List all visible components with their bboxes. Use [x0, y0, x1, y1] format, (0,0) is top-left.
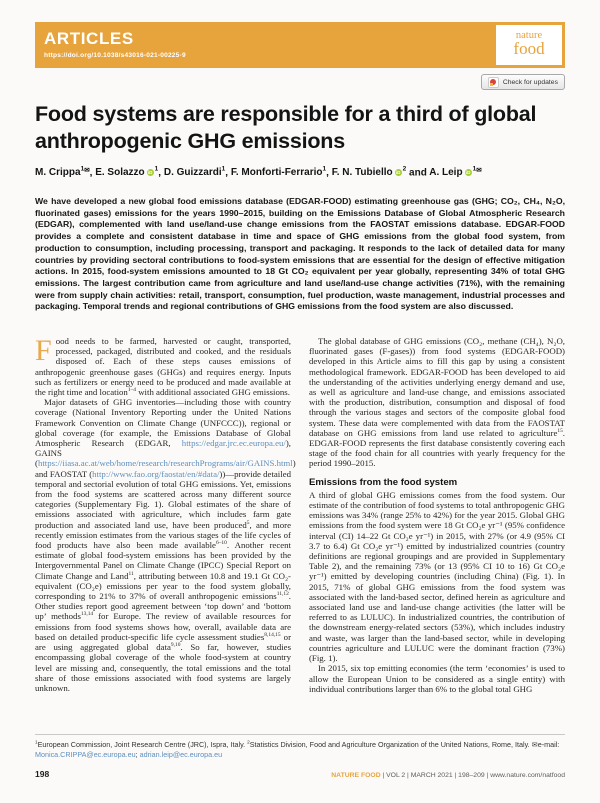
journal-url[interactable]: www.nature.com/natfood — [490, 772, 565, 779]
journal-logo-food: food — [513, 39, 545, 58]
author-affiliation-superscript: 1 — [80, 166, 85, 173]
paragraph: Major datasets of GHG inventories—including those with country coverage (National Inventory Reporting under the United Nations Framework Convention on Climate Change (UNFCCC)), regional or global coverage (for example, the Emissions Database of Global Atmospheric Research (EDGAR, https://edgar.jrc.ec.europa.eu/), GAINS (https://iiasa.ac.at/web/home/research/researchPrograms/air/GAINS.html) and FAOSTAT (http://www.fao.org/faostat/en/#data/))—provide detailed temporal and sectorial evolution of total GHG emissions. Yet, emissions from the food systems are scattered across many different source categories (Supplementary Fig. 1). Global estimates of the share of emissions associated with agriculture, which includes farm gate production and associated land use, have been produced$^5$, and more recently emission estimates from the various stages of the life cycles of food products have also been made available$^{6-10}$. Another recent estimate of global food-system emissions has been provided by the Intergovernmental Panel on Climate Change (IPCC) Special Report on Climate Change and Land$^{11}$, attributing between 10.8 and 19.1 Gt CO₂-equivalent (CO₂e) emissions per year to the food system globally, corresponding to 21% to 37% of overall anthropogenic emissions$^{11,12}$. Other studies report good agreement between ‘top down’ and ‘bottom up’ methods$^{13,14}$ for Europe. The review of available resources for emissions from food systems shows how, overall, available data are based on detailed product-specific life cycle assessment studies$^{8,14,15}$ or are using aggregated global data$^{9,10}$. So far, however, studies encompassing global coverage of the whole food-system at country level are missing and, consequently, the total emissions and the total share of those emissions associated with food systems are largely unknown. — [35, 397, 296, 693]
section-heading: Emissions from the food system — [309, 476, 458, 488]
paragraph: The global database of GHG emissions (CO₂, methane (CH₄), N₂O, fluorinated gases (F-gases)) from food systems (EDGAR-FOOD) developed in this Article aims to fill this gap by using a consistent methodological framework. EDGAR-FOOD has been developed to aid the understanding of the activities underlying energy demand and use, as well as agriculture and land-use change, and emissions associated with the production, distribution, consumption and disposal of food through the various stages and sectors of the composite global food system. These data were complemented with data from the FAOSTAT database on GHG emissions from land use related to agriculture$^{15}$. EDGAR-FOOD represents the first database consistently covering each stage of the food chain for all countries with yearly frequency for the period 1990–2015. — [309, 336, 565, 469]
journal-footer-line — [331, 772, 565, 779]
journal-logo-nature: nature — [515, 30, 543, 41]
paragraph: A third of global GHG emissions comes from the food system. Our estimate of the contribution of food systems to total anthropogenic GHG emissions was 34% (range 25% to 42%) for the year 2015. Global GHG emissions from the food system were 18 Gt CO₂e yr⁻¹ (95% confidence interval (CI) 14–22 Gt CO₂e yr⁻¹) in 2015, with 27% (or 4.9 (95% CI 3.7 to 6.4) Gt CO₂e yr⁻¹) emitted by industrialized countries (country definitions are regional groupings and are provided in Supplementary Table 2), and the remaining 73% (or 13 (95% CI 10 to 16) Gt CO₂e yr⁻¹) emitted by developing countries (including China) (Fig. 1). In 2015, 71% of global GHG emissions from the food system was associated with the land-based sector, defined herein as agriculture and associated land use and land-use change activities (the latter will be referred to as LULUC). In industrialized countries, the contribution of the downstream energy-related sectors (53%), which includes industry and waste, was larger than the land-based sector, while in developing countries agriculture and LULUC were the dominant fraction (73%) (Fig. 1). — [309, 489, 565, 664]
right-column — [309, 336, 565, 732]
left-column — [35, 336, 296, 732]
abstract: We have developed a new global food emissions database (EDGAR-FOOD) estimating greenhouse gas (GHG; CO₂, CH₄, N₂O, fluorinated gases) emissions for the years 1990–2015, building on the Emissions Database of Global Atmospheric Research (EDGAR), complemented with land use/land-use change emissions from the FAOSTAT emissions database. EDGAR-FOOD provides a complete and consistent database in time and space of GHG emissions from the global food system, from production to consumption, including processing, transport and packaging. It responds to the lack of detailed data for many countries by providing sectoral contributions to food-system emissions that are essential for the design of effective mitigation actions. In 2015, food-system emissions amounted to 18 Gt CO₂ equivalent per year globally, representing 34% of total GHG emissions. The largest contribution came from agriculture and land use/land-use change activities (71%), with the remaining were from supply chain activities: retail, transport, consumption, fuel production, waste management, industrial processes and packaging. Temporal trends and regional contributions of GHG emissions from the food system are also discussed. — [35, 196, 565, 312]
author: F. Monforti-Ferrario$^1$ — [230, 166, 327, 179]
issue-info: | VOL 2 | MARCH 2021 | 198–209 | — [380, 772, 491, 779]
reference-superscript: 9,10 — [170, 642, 181, 649]
author: D. Guizzardi$^1$ — [163, 166, 226, 179]
author-list: M. Crippa$^{1✉}$, E. Solazzo iD $^1$, D. Guizzardi$^1$, F. Monforti-Ferrario$^1$, F. N. Tubiello iD $^2$ and A. Leip iD $^{1✉}$ — [35, 166, 482, 179]
author-affiliation-superscript: 1 — [472, 166, 477, 173]
header-banner — [35, 22, 565, 68]
author-affiliation-superscript: 1 — [221, 166, 226, 173]
reference-superscript: 5 — [246, 519, 250, 526]
check-for-updates-label: Check for updates — [502, 78, 558, 86]
inline-link[interactable]: https://edgar.jrc.ec.europa.eu/ — [181, 438, 286, 449]
journal-brand: NATURE FOOD — [331, 772, 381, 779]
inline-link[interactable]: https://iiasa.ac.at/web/home/research/researchPrograms/air/GAINS.html — [37, 458, 293, 469]
reference-superscript: 6–10 — [215, 540, 227, 547]
reference-superscript: 2 — [247, 739, 250, 745]
author-affiliation-superscript: 1 — [322, 166, 327, 173]
author-affiliation-superscript: 1 — [154, 166, 159, 173]
reference-superscript: 15 — [557, 427, 563, 434]
author: E. Solazzo iD $^1$ — [95, 166, 159, 179]
title-line-2: anthropogenic GHG emissions — [35, 129, 345, 153]
author-affiliation-superscript: 2 — [402, 166, 407, 173]
journal-logo — [496, 25, 562, 65]
reference-superscript: 8,14,15 — [264, 631, 281, 638]
paragraph: In 2015, six top emitting economies (the term ‘economies’ is used to allow the European Union to be considered as a single entity) with individual contributions larger than 6% to the global total GHG — [309, 663, 565, 694]
corresponding-author-email-icon[interactable]: ✉ — [476, 167, 482, 175]
orcid-icon[interactable]: iD — [465, 170, 471, 176]
orcid-icon[interactable]: iD — [395, 170, 401, 176]
corresponding-author-email-icon[interactable]: ✉ — [84, 167, 90, 175]
drop-cap: F — [35, 336, 52, 367]
paragraph — [35, 336, 291, 397]
inline-link[interactable]: http://www.fao.org/faostat/en/#data/ — [92, 468, 220, 479]
reference-superscript: 1 — [35, 739, 38, 745]
crossmark-icon — [488, 77, 499, 88]
page-number: 198 — [35, 769, 50, 779]
author: F. N. Tubiello iD $^2$ — [331, 166, 407, 179]
check-for-updates-button[interactable] — [481, 74, 565, 90]
reference-superscript: 13,14 — [80, 611, 94, 618]
author: A. Leip iD $^{1✉}$ — [429, 166, 482, 179]
article-body — [35, 336, 565, 732]
inline-link[interactable]: adrian.leip@ec.europa.eu — [139, 750, 223, 759]
reference-superscript: 1–4 — [127, 387, 136, 394]
reference-superscript: 11 — [128, 570, 134, 577]
doi-link[interactable]: https://doi.org/10.1038/s43016-021-00225-9 — [44, 52, 186, 59]
page-title — [35, 101, 575, 155]
article-type-label: ARTICLES — [44, 29, 134, 48]
paragraph-text: ood needs to be farmed, harvested or caught, transported, processed, packaged, distributed and cooked, and the residuals disposed of. Each of these steps causes emissions of anthropogenic greenhouse gases (GHGs) and requires energy. Inputs such as fertilizers or energy need to be produced and made available at the right time and location$^{1-4}$ with additional associated GHG emissions. — [35, 336, 291, 398]
title-line-1: Food systems are responsible for a third of global — [35, 102, 537, 126]
affiliations: $^1$European Commission, Joint Research Centre (JRC), Ispra, Italy. $^2$Statistics Division, Food and Agriculture Organization of the United Nations, Rome, Italy. ✉e-mail: Monica.CRIPPA@ec.europa.eu; adrian.leip@ec.europa.eu — [35, 734, 565, 760]
author: M. Crippa$^{1✉}$ — [35, 166, 90, 179]
orcid-icon[interactable]: iD — [147, 170, 153, 176]
page-footer — [35, 769, 565, 779]
inline-link[interactable]: Monica.CRIPPA@ec.europa.eu — [35, 750, 136, 759]
reference-superscript: 11,12 — [276, 591, 289, 598]
